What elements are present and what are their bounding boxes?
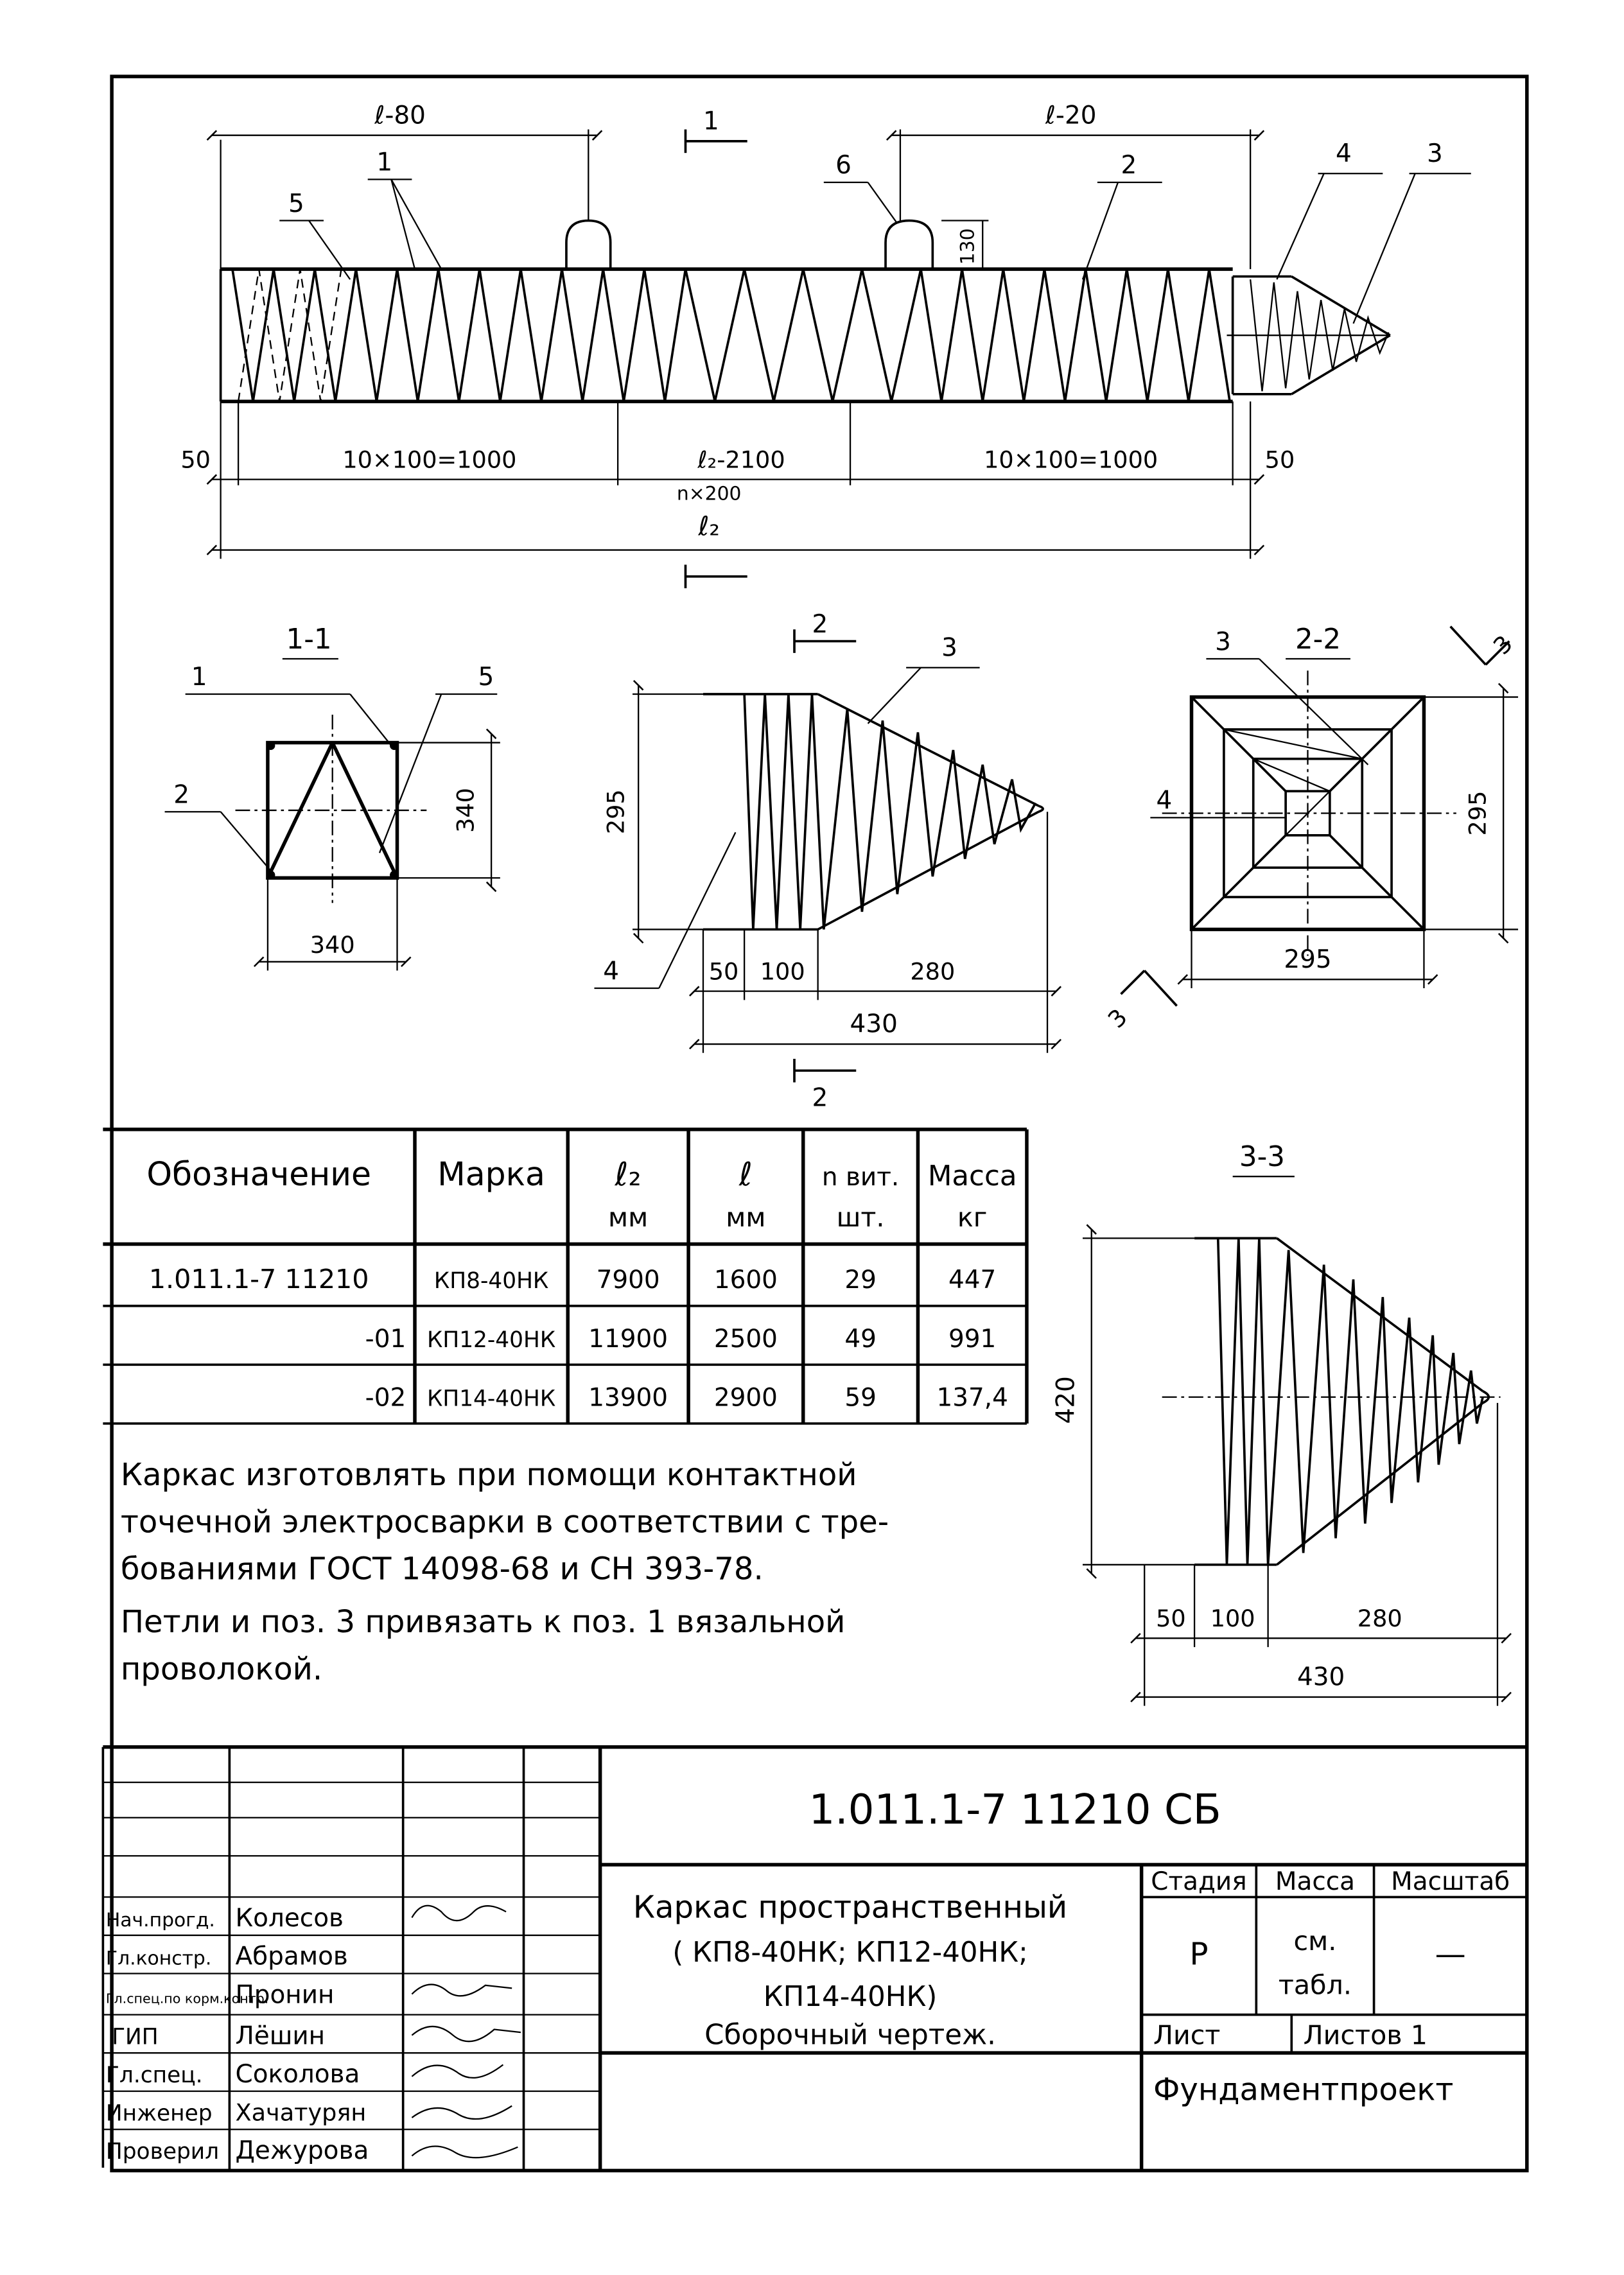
staff-role-3: Гл.спец.по корм.контр. bbox=[105, 1991, 269, 2007]
note-line-4: Петли и поз. 3 привязать к поз. 1 вязальной bbox=[120, 1604, 846, 1641]
dim-mid-spacing: ℓ₂-2100 bbox=[697, 446, 785, 474]
svg-text:3: 3 bbox=[1427, 139, 1443, 168]
section-3-3 bbox=[1051, 1141, 1506, 1706]
dim-50-left: 50 bbox=[180, 446, 211, 474]
sheets-label: Листов 1 bbox=[1303, 2019, 1428, 2051]
spec-row-2-mark: КП12-40НК bbox=[426, 1327, 556, 1353]
mass-value-1: см. bbox=[1293, 1925, 1337, 1957]
spec-row-2-designation: -01 bbox=[365, 1324, 406, 1354]
svg-text:50: 50 bbox=[1156, 1605, 1186, 1633]
spec-row-1-designation: 1.011.1-7 11210 bbox=[148, 1264, 369, 1295]
svg-text:2: 2 bbox=[1121, 151, 1137, 180]
svg-text:280: 280 bbox=[1357, 1605, 1402, 1633]
staff-name-7: Дежурова bbox=[235, 2136, 369, 2166]
svg-text:100: 100 bbox=[760, 957, 805, 986]
spec-row-2-l: 2500 bbox=[713, 1324, 778, 1354]
staff-role-1: Нач.прогд. bbox=[105, 1909, 215, 1932]
svg-text:3: 3 bbox=[941, 633, 957, 663]
section-2-2-height: 295 bbox=[1463, 790, 1492, 836]
section-3-3-height: 420 bbox=[1051, 1376, 1081, 1424]
dim-total-l2: ℓ₂ bbox=[698, 510, 720, 542]
spec-header-l: ℓ bbox=[739, 1155, 753, 1193]
spec-row-1-mark: КП8-40НК bbox=[433, 1268, 549, 1294]
organization: Фундаментпроект bbox=[1153, 2071, 1454, 2108]
spec-row-2-turns: 49 bbox=[844, 1324, 877, 1354]
spec-row-1-l2: 7900 bbox=[596, 1266, 660, 1295]
title-block bbox=[103, 1747, 1526, 2171]
staff-role-4: ГИП bbox=[112, 2024, 159, 2050]
title-line-2: ( КП8-40НК; КП12-40НК; bbox=[672, 1937, 1028, 1969]
spec-row-1-turns: 29 bbox=[844, 1266, 877, 1295]
spec-row-3-turns: 59 bbox=[844, 1383, 877, 1413]
svg-text:3: 3 bbox=[1102, 1003, 1133, 1034]
spec-row-3-designation: -02 bbox=[365, 1383, 406, 1413]
note-line-2: точечной электросварки в соответствии с тре- bbox=[120, 1504, 889, 1540]
note-line-3: бованиями ГОСТ 14098-68 и СН 393-78. bbox=[120, 1551, 764, 1587]
title-line-4: Сборочный чертеж. bbox=[704, 2019, 996, 2052]
spec-header-mark: Марка bbox=[437, 1155, 545, 1193]
dim-l-minus-20: ℓ-20 bbox=[1045, 101, 1097, 130]
section-cut-1-top-label: 1 bbox=[703, 107, 719, 136]
staff-name-1: Колесов bbox=[235, 1904, 344, 1933]
spec-row-2-l2: 11900 bbox=[588, 1324, 668, 1354]
svg-text:4: 4 bbox=[1156, 786, 1173, 815]
svg-text:50: 50 bbox=[708, 957, 739, 986]
scale-header: Масштаб bbox=[1391, 1867, 1510, 1896]
lifting-loop-left bbox=[566, 221, 611, 270]
svg-text:2: 2 bbox=[812, 609, 828, 639]
doc-code: 1.011.1-7 11210 СБ bbox=[808, 1785, 1221, 1834]
section-1-1-height: 340 bbox=[451, 787, 480, 833]
title-line-3: КП14-40НК) bbox=[763, 1980, 938, 2013]
svg-text:2: 2 bbox=[173, 780, 190, 810]
section-2-2-title: 2-2 bbox=[1295, 623, 1341, 656]
svg-text:3: 3 bbox=[1215, 627, 1231, 657]
svg-text:1: 1 bbox=[376, 148, 393, 177]
staff-name-6: Хачатурян bbox=[235, 2098, 367, 2127]
section-1-1 bbox=[165, 623, 500, 971]
staff-role-7: Проверил bbox=[105, 2139, 220, 2165]
spec-header-designation: Обозначение bbox=[146, 1155, 371, 1193]
mass-header: Масса bbox=[1275, 1867, 1355, 1896]
dim-130: 130 bbox=[956, 228, 979, 265]
scale-value: — bbox=[1435, 1936, 1466, 1973]
title-line-1: Каркас пространственный bbox=[633, 1889, 1068, 1926]
spec-table bbox=[103, 1129, 1027, 1424]
note-line-1: Каркас изготовлять при помощи контактной bbox=[120, 1457, 857, 1494]
staff-name-4: Лёшин bbox=[235, 2021, 326, 2051]
section-2-2 bbox=[1103, 623, 1518, 1034]
dim-mid-sub: n×200 bbox=[676, 482, 742, 505]
spec-row-3-l2: 13900 bbox=[588, 1383, 668, 1413]
spec-row-2-mass: 991 bbox=[948, 1324, 997, 1354]
stage-header: Стадия bbox=[1151, 1867, 1247, 1896]
section-3-3-title: 3-3 bbox=[1239, 1141, 1286, 1174]
dim-left-spacing: 10×100=1000 bbox=[342, 446, 517, 474]
mass-value-2: табл. bbox=[1278, 1969, 1352, 2001]
spec-header-mass-unit: кг bbox=[957, 1202, 988, 1233]
section-1-1-title: 1-1 bbox=[286, 623, 332, 656]
note-line-5: проволокой. bbox=[120, 1651, 323, 1687]
spec-header-mass: Масса bbox=[927, 1160, 1017, 1192]
staff-role-5: Гл.спец. bbox=[105, 2062, 203, 2088]
svg-text:100: 100 bbox=[1210, 1605, 1255, 1633]
svg-text:3: 3 bbox=[1488, 629, 1519, 660]
svg-text:4: 4 bbox=[1336, 139, 1352, 168]
staff-name-5: Соколова bbox=[235, 2059, 360, 2089]
svg-text:280: 280 bbox=[910, 957, 956, 986]
notes bbox=[121, 1457, 889, 1687]
sheet-label: Лист bbox=[1153, 2019, 1221, 2051]
spec-row-3-mass: 137,4 bbox=[936, 1383, 1008, 1413]
svg-text:6: 6 bbox=[835, 151, 851, 180]
spec-header-l2: ℓ₂ bbox=[615, 1155, 642, 1193]
svg-text:430: 430 bbox=[850, 1009, 898, 1039]
section-2-2-width: 295 bbox=[1284, 945, 1332, 974]
tip-height: 295 bbox=[602, 789, 630, 835]
dim-right-spacing: 10×100=1000 bbox=[984, 446, 1158, 474]
dim-l-minus-80: ℓ-80 bbox=[374, 101, 426, 130]
svg-text:2: 2 bbox=[812, 1083, 828, 1113]
elevation-callouts bbox=[279, 139, 1471, 324]
lifting-loop-right bbox=[886, 221, 932, 270]
svg-text:1: 1 bbox=[191, 663, 207, 692]
staff-role-6: Инженер bbox=[105, 2100, 213, 2127]
stage-value: Р bbox=[1189, 1936, 1209, 1973]
svg-text:430: 430 bbox=[1297, 1662, 1345, 1692]
spec-header-l2-unit: мм bbox=[608, 1202, 649, 1233]
staff-name-3: Пронин bbox=[235, 1980, 335, 2010]
signatures bbox=[412, 1906, 521, 2157]
spec-row-3-mark: КП14-40НК bbox=[426, 1386, 556, 1412]
staff-name-2: Абрамов bbox=[235, 1942, 348, 1971]
tip-view bbox=[594, 610, 1056, 1112]
staff-role-2: Гл.констр. bbox=[105, 1947, 212, 1970]
cage-elevation bbox=[221, 221, 1390, 402]
svg-text:5: 5 bbox=[478, 663, 494, 692]
section-1-1-width: 340 bbox=[310, 931, 355, 959]
spiral-winding bbox=[232, 269, 1230, 401]
dim-50-right: 50 bbox=[1264, 446, 1295, 474]
spec-header-turns: n вит. bbox=[821, 1162, 900, 1192]
svg-text:5: 5 bbox=[288, 189, 304, 218]
spec-row-1-l: 1600 bbox=[713, 1266, 778, 1295]
spec-row-3-l: 2900 bbox=[713, 1383, 778, 1413]
svg-text:4: 4 bbox=[603, 957, 619, 986]
spec-row-1-mass: 447 bbox=[948, 1266, 997, 1295]
spec-header-l-unit: мм bbox=[726, 1202, 766, 1233]
spec-header-turns-unit: шт. bbox=[836, 1202, 885, 1233]
